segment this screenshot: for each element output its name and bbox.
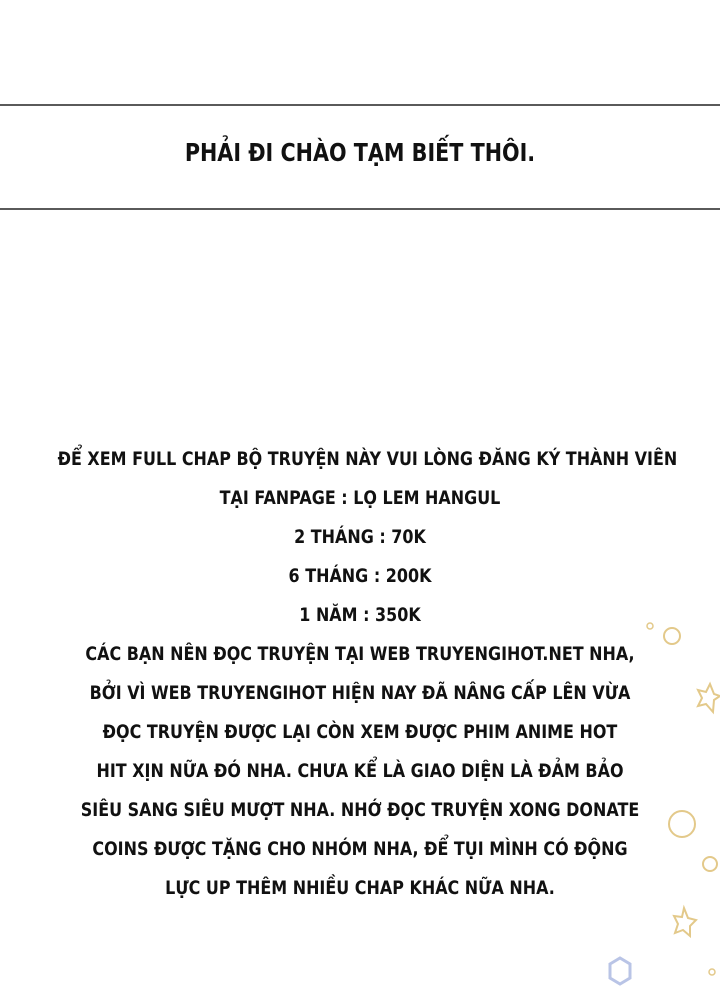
sparkle-ring-icon — [703, 857, 717, 871]
notice-line: TẠI FANPAGE : LỌ LEM HANGUL — [219, 487, 501, 509]
notice-line: HIT XỊN NỮA ĐÓ NHA. CHƯA KỂ LÀ GIAO DIỆN LÀ ĐẢM BẢO — [96, 760, 624, 782]
caption-top-rule — [0, 104, 720, 106]
sparkle-dot-icon — [709, 969, 715, 975]
notice-line: COINS ĐƯỢC TẶNG CHO NHÓM NHA, ĐỂ TỤI MÌNH CÓ ĐỘNG — [92, 838, 628, 860]
sparkle-ring-icon — [669, 811, 695, 837]
sparkle-dot-icon — [647, 623, 653, 629]
sparkle-circle-icon — [664, 628, 680, 644]
notice-line: 1 NĂM : 350K — [299, 604, 421, 626]
notice-line: SIÊU SANG SIÊU MƯỢT NHA. NHỚ ĐỌC TRUYỆN XONG DONATE — [80, 799, 640, 821]
notice-line: ĐỌC TRUYỆN ĐƯỢC LẠI CÒN XEM ĐƯỢC PHIM ANIME HOT — [102, 721, 618, 743]
notice-line: 2 THÁNG : 70K — [294, 526, 426, 548]
caption-text: PHẢI ĐI CHÀO TẠM BIẾT THÔI. — [184, 138, 536, 167]
sparkle-star-icon — [698, 684, 720, 712]
notice-line: LỰC UP THÊM NHIỀU CHAP KHÁC NỮA NHA. — [165, 877, 555, 899]
notice-line: BỞI VÌ WEB TRUYENGIHOT HIỆN NAY ĐÃ NÂNG CẤP LÊN VỪA — [89, 682, 631, 704]
sparkle-decoration — [600, 600, 720, 1000]
caption-bottom-rule — [0, 208, 720, 210]
notice-line: 6 THÁNG : 200K — [288, 565, 432, 587]
notice-line: ĐỂ XEM FULL CHAP BỘ TRUYỆN NÀY VUI LÒNG ĐĂNG KÝ THÀNH VIÊN — [57, 448, 678, 470]
sparkle-star-icon — [674, 908, 696, 936]
notice-line: CÁC BẠN NÊN ĐỌC TRUYỆN TẠI WEB TRUYENGIHOT.NET NHA, — [85, 643, 635, 665]
sparkle-hexagon-icon — [610, 958, 630, 984]
